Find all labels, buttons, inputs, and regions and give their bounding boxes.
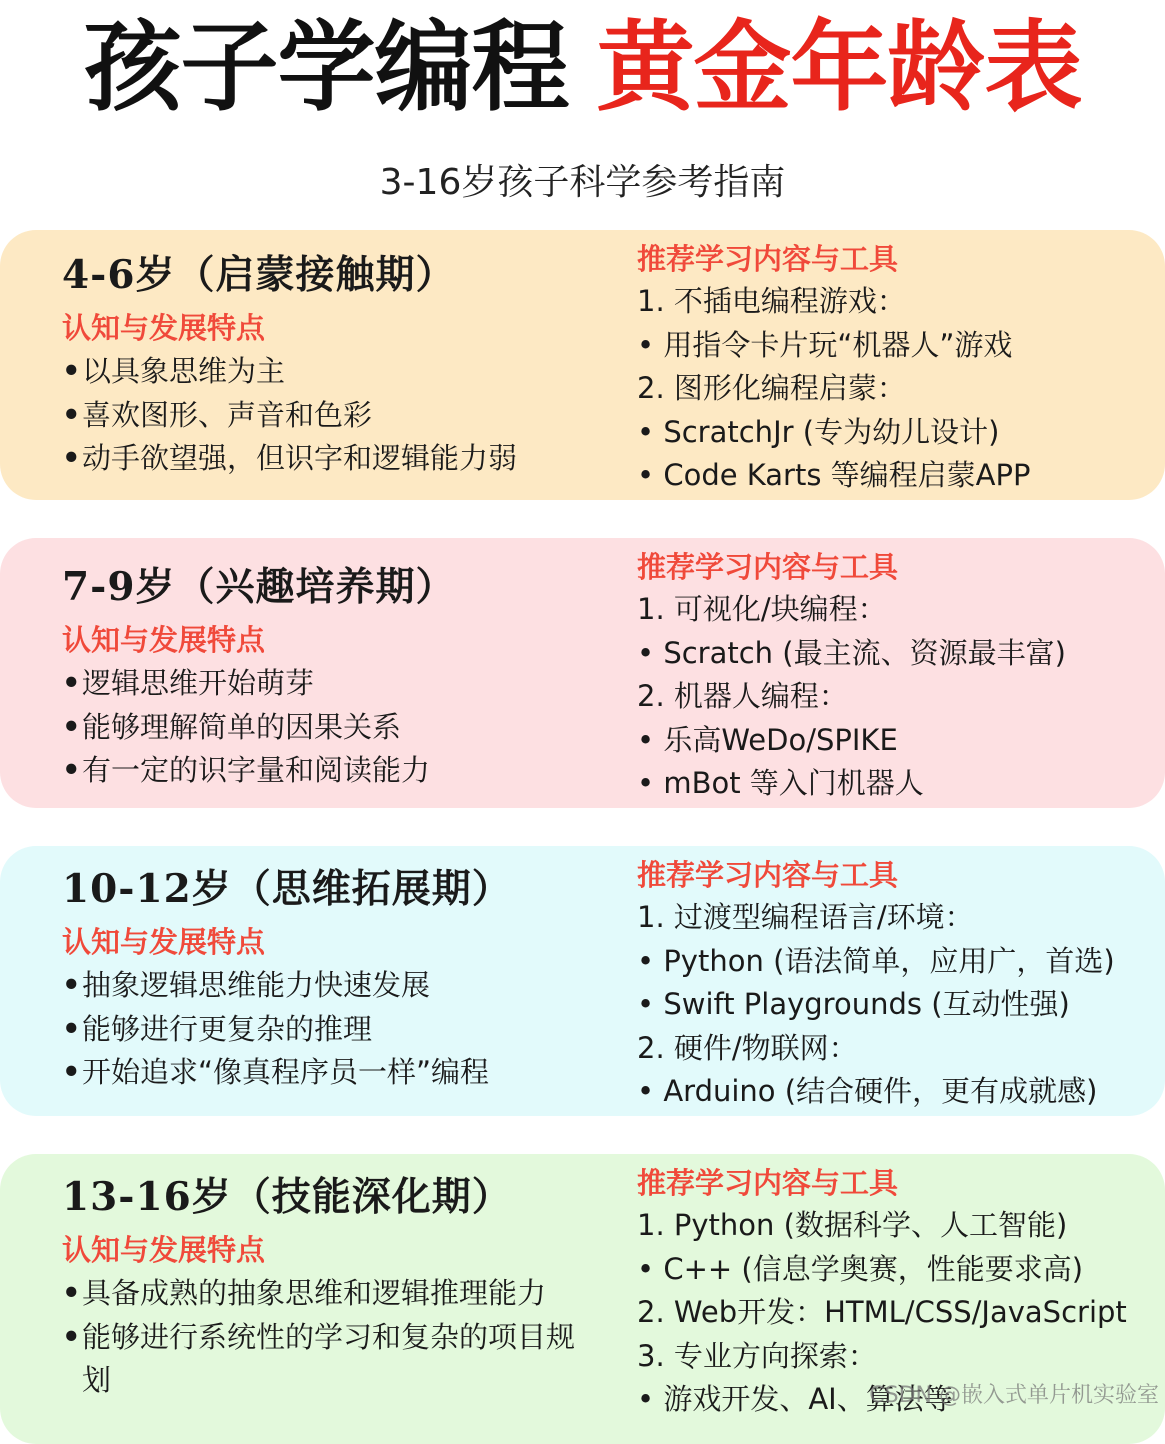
recommend-item: • Python (语法简单，应用广，首选) — [637, 943, 1115, 978]
traits-label: 认知与发展特点 — [62, 311, 266, 345]
stage-title: 10-12岁（思维拓展期） — [62, 866, 512, 912]
recommend-label: 推荐学习内容与工具 — [637, 1166, 899, 1200]
recommend-label: 推荐学习内容与工具 — [637, 550, 899, 584]
trait-text: 有一定的识字量和阅读能力 — [82, 753, 431, 787]
trait-item — [62, 706, 622, 750]
recommend-label: 推荐学习内容与工具 — [637, 242, 899, 276]
age-card-7-9 — [0, 538, 1165, 808]
recommend-item: • 用指令卡片玩“机器人”游戏 — [637, 327, 1013, 362]
trait-item — [62, 1316, 602, 1403]
trait-item — [62, 437, 622, 481]
trait-item — [62, 350, 622, 394]
recommend-label: 推荐学习内容与工具 — [637, 858, 899, 892]
recommend-item: • Swift Playgrounds (互动性强) — [637, 987, 1070, 1021]
trait-item — [62, 1008, 622, 1052]
recommend-item: 3. 专业方向探索： — [637, 1338, 877, 1373]
card-left-column — [62, 560, 622, 793]
age-card-10-12 — [0, 846, 1165, 1116]
trait-text: 能够进行更复杂的推理 — [82, 1011, 373, 1046]
trait-item — [62, 749, 622, 793]
page-subtitle: 3-16岁孩子科学参考指南 — [379, 162, 786, 203]
card-left-column — [62, 862, 622, 1095]
stage-title: 7-9岁（兴趣培养期） — [62, 564, 456, 610]
recommend-item: • 游戏开发、AI、算法等 — [637, 1382, 953, 1416]
title-red: 黄金年龄表 — [596, 11, 1082, 125]
traits-label: 认知与发展特点 — [62, 623, 266, 657]
recommend-item: 2. 图形化编程启蒙： — [637, 371, 906, 405]
stage-title: 4-6岁（启蒙接触期） — [62, 252, 456, 298]
trait-text: 动手欲望强，但识字和逻辑能力弱 — [82, 441, 518, 475]
bullet-dot: • — [62, 441, 81, 475]
recommend-item: • Arduino (结合硬件，更有成就感) — [637, 1074, 1098, 1108]
recommend-item: 2. 机器人编程： — [637, 679, 848, 713]
bullet-dot: • — [62, 1055, 81, 1089]
trait-text: 开始追求“像真程序员一样”编程 — [82, 1055, 490, 1089]
card-left-column — [62, 1170, 622, 1403]
recommend-item: • Scratch (最主流、资源最丰富) — [637, 635, 1066, 670]
title-black: 孩子学编程 — [83, 11, 569, 125]
trait-item — [62, 964, 622, 1008]
bullet-dot: • — [62, 753, 81, 787]
age-card-4-6 — [0, 230, 1165, 500]
trait-text: 以具象思维为主 — [82, 354, 286, 388]
card-left-column — [62, 248, 622, 481]
recommend-item: 1. Python (数据科学、人工智能) — [637, 1208, 1068, 1242]
trait-text: 喜欢图形、声音和色彩 — [82, 397, 373, 432]
stage-title: 13-16岁（技能深化期） — [62, 1174, 512, 1220]
trait-text: 具备成熟的抽象思维和逻辑推理能力 — [82, 1276, 547, 1310]
card-right-column — [637, 854, 1165, 1114]
trait-item — [62, 662, 622, 706]
bullet-dot: • — [62, 1319, 81, 1354]
page-title — [0, 8, 1165, 128]
recommend-item: • ScratchJr (专为幼儿设计) — [637, 414, 1000, 449]
trait-item — [62, 394, 622, 438]
card-right-column — [637, 546, 1165, 806]
trait-text: 抽象逻辑思维能力快速发展 — [82, 968, 431, 1002]
recommend-item: 2. Web开发：HTML/CSS/JavaScript — [637, 1295, 1127, 1329]
recommend-item: • C++ (信息学奥赛，性能要求高) — [637, 1251, 1084, 1286]
card-right-column — [637, 238, 1165, 498]
traits-label: 认知与发展特点 — [62, 1233, 266, 1267]
recommend-item: 1. 不插电编程游戏： — [637, 284, 906, 318]
bullet-dot: • — [62, 397, 81, 432]
bullet-dot: • — [62, 1011, 81, 1046]
trait-item — [62, 1272, 622, 1316]
watermark: CSDN @嵌入式单片机实验室 — [869, 1383, 1159, 1408]
traits-label: 认知与发展特点 — [62, 925, 266, 959]
recommend-item: 1. 可视化/块编程： — [637, 592, 887, 626]
bullet-dot: • — [62, 354, 81, 388]
bullet-dot: • — [62, 968, 81, 1002]
recommend-item: • Code Karts 等编程启蒙APP — [637, 458, 1031, 492]
bullet-dot: • — [62, 1276, 81, 1310]
trait-text: 能够理解简单的因果关系 — [82, 709, 402, 744]
bullet-dot: • — [62, 709, 81, 744]
recommend-item: 1. 过渡型编程语言/环境： — [637, 900, 974, 934]
recommend-item: • mBot 等入门机器人 — [637, 766, 924, 800]
trait-item — [62, 1051, 622, 1095]
recommend-item: • 乐高WeDo/SPIKE — [637, 722, 898, 757]
trait-text: 逻辑思维开始萌芽 — [82, 666, 315, 700]
bullet-dot: • — [62, 666, 81, 700]
trait-text: 能够进行系统性的学习和复杂的项目规划 — [82, 1319, 576, 1397]
recommend-item: 2. 硬件/物联网： — [637, 1030, 858, 1065]
